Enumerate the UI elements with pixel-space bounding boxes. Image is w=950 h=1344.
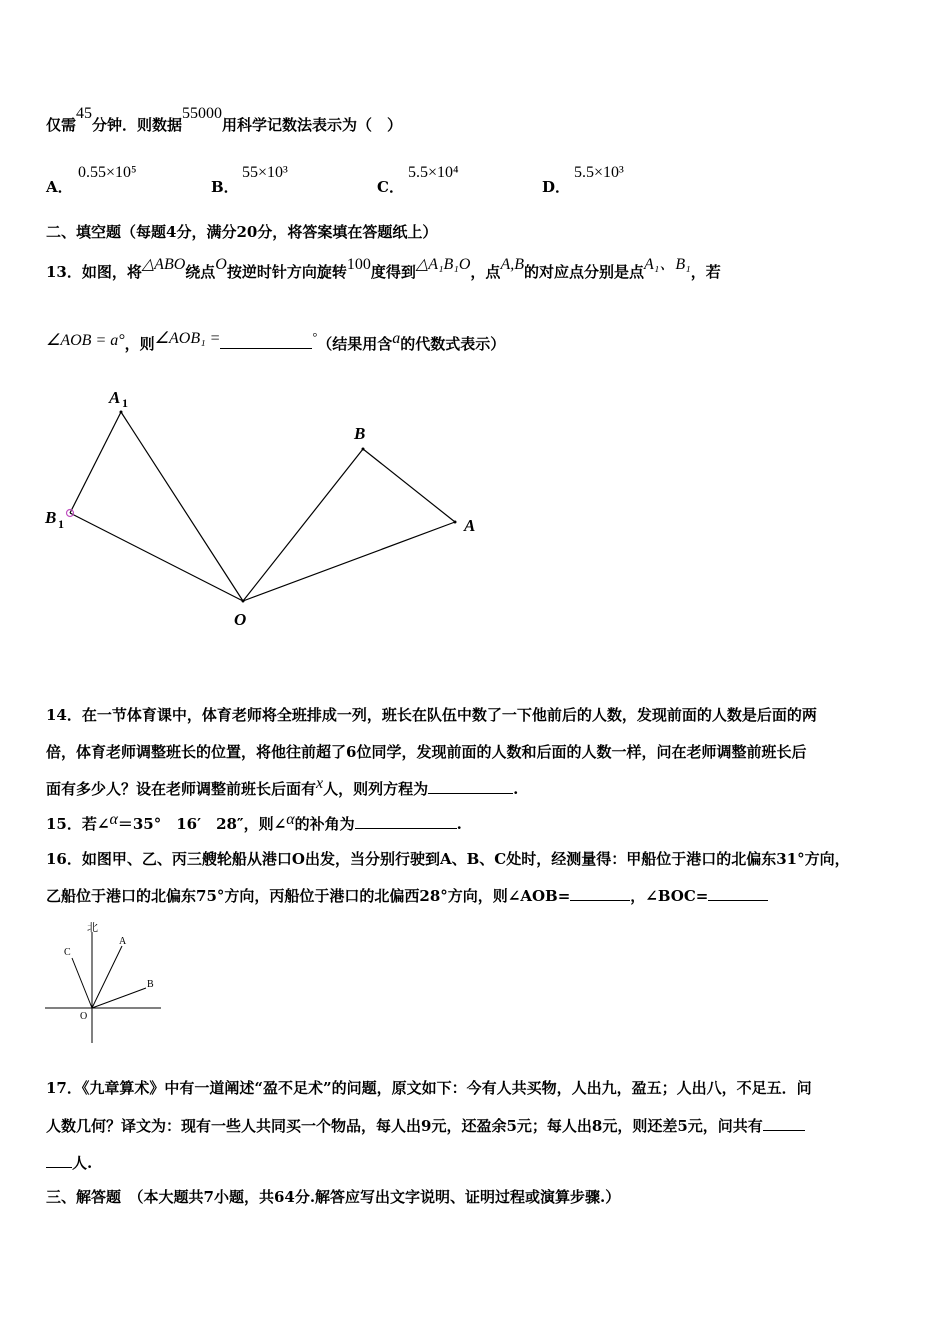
q14-line2: 倍，体育老师调整班长的位置，将他往前超了6位同学，发现前面的人数和后面的人数一样，问在老师调整前班长后 (46, 743, 807, 761)
label-north: 北 (87, 922, 98, 934)
q14-var-x: x (316, 775, 324, 792)
label-b: B (147, 979, 154, 990)
q13-degree: ° (312, 330, 318, 344)
q15-answer-blank[interactable] (355, 814, 457, 829)
q12-prefix: 仅需 (46, 116, 77, 134)
q13-angle-aob1: ∠AOB₁ = (154, 330, 221, 347)
q13-text: 按逆时针方向旋转 (226, 263, 347, 281)
q14-text: 人，则列方程为 (323, 780, 429, 798)
q15-text: 15．若∠ (46, 815, 110, 833)
segment-ba (363, 449, 455, 522)
q13-triangle-abo: △ABO (141, 256, 186, 273)
label-o: O (234, 610, 247, 629)
option-c-value: 5.5×10⁴ (408, 164, 459, 181)
q13-text: 的对应点分别是点 (523, 263, 644, 281)
point-a (454, 521, 457, 524)
q17-line1: 17．《九章算术》中有一道阐述“盈不足术”的问题，原文如下：今有人共买物，人出九，盈五；人出八，不足五．问 (46, 1079, 812, 1097)
q17-text: 人数几何？译文为：现有一些人共同买一个物品，每人出9元，还盈余5元；每人出8元，则还差5元，问共有 (46, 1117, 763, 1135)
option-a-value: 0.55×10⁵ (78, 164, 137, 181)
q14-text: 面有多少人？设在老师调整前班长后面有 (46, 780, 317, 798)
label-c: C (64, 947, 71, 958)
q16-text: ，∠BOC= (630, 887, 709, 905)
option-b-label: B． (211, 178, 239, 196)
q16-text: 乙船位于港口的北偏东75°方向，丙船位于港口的北偏西28°方向，则∠AOB= (46, 887, 571, 905)
label-o: O (80, 1011, 88, 1022)
q13-text: （结果用含 (317, 335, 393, 353)
q16-line1: 16．如图甲、乙、丙三艘轮船从港口O出发，当分别行驶到A、B、C处时，经测量得：甲船位于港口的北偏东31°方向， (46, 850, 850, 868)
q12-minutes: 45 (76, 105, 93, 122)
q13-text: ，则 (124, 335, 155, 353)
q13-text: 13．如图，将 (46, 263, 142, 281)
q15-alpha: α (109, 811, 118, 828)
q14-line3 (46, 775, 519, 799)
section3-title: 三、解答题 （本大题共7小题，共64分.解答应写出文字说明、证明过程或演算步骤.） (46, 1188, 621, 1206)
q14-answer-blank[interactable] (428, 779, 513, 794)
segment-a1b1 (70, 412, 121, 513)
q14-period: . (513, 780, 519, 798)
q13-points-a1b1: A₁、B₁ (644, 256, 691, 273)
q13-point-o: O (215, 256, 227, 273)
q13-text: ，点 (470, 263, 501, 281)
q13-points-ab: A,B (500, 256, 524, 273)
label-a1-sub: 1 (122, 396, 128, 410)
q17-line2 (46, 1115, 805, 1136)
segment-a1o (121, 412, 243, 601)
q13-var-a: a (392, 330, 401, 347)
q13-angle-aob: ∠AOB = a° (46, 332, 125, 349)
q17-line3 (46, 1152, 92, 1173)
q17-answer-blank-part2[interactable] (46, 1153, 72, 1168)
q15-alpha: α (286, 811, 295, 828)
q13-line1 (46, 256, 721, 282)
q13-text: 度得到 (370, 263, 416, 281)
option-d-value: 5.5×10³ (574, 164, 624, 181)
q15-period: . (456, 815, 462, 833)
q12-stem (46, 105, 403, 135)
label-a: A (119, 936, 127, 947)
section2-title: 二、填空题（每题4分，满分20分，将答案填在答题纸上） (46, 223, 438, 241)
option-c-label: C． (377, 178, 404, 196)
q15-line (46, 813, 462, 834)
q13-answer-blank[interactable] (220, 334, 312, 349)
ray-oc (72, 958, 92, 1008)
q13-text: 的代数式表示） (400, 335, 506, 353)
q13-figure (40, 385, 490, 635)
q12-mid: 分钟．则数据 (92, 116, 183, 134)
q15-text: 的补角为 (294, 815, 355, 833)
point-a1 (120, 411, 123, 414)
label-a: A (464, 516, 476, 535)
option-a-label: A． (46, 178, 73, 196)
q16-boc-blank[interactable] (708, 886, 768, 901)
label-b: B (354, 424, 366, 443)
point-o (242, 600, 245, 603)
q14-line1: 14．在一节体育课中，体育老师将全班排成一列，班长在队伍中数了一下他前后的人数，发现前面的人数是后面的两 (46, 706, 817, 724)
option-d-label: D． (542, 178, 571, 196)
q12-number: 55000 (182, 105, 223, 122)
q13-line2 (46, 330, 506, 354)
q16-figure (40, 918, 170, 1048)
option-b-value: 55×10³ (242, 164, 288, 181)
q13-text: ，若 (690, 263, 721, 281)
q17-answer-blank-part1[interactable] (763, 1116, 805, 1131)
label-b1-sub: 1 (58, 517, 64, 531)
q16-aob-blank[interactable] (570, 886, 630, 901)
q16-line2 (46, 885, 768, 906)
q15-text: ＝35° 16′ 28″，则∠ (117, 815, 287, 833)
point-b (362, 448, 365, 451)
q17-text: 人. (72, 1154, 93, 1172)
label-b1: B (45, 508, 57, 527)
q12-suffix: 用科学记数法表示为（ ） (222, 116, 403, 134)
segment-b1o (70, 513, 243, 601)
label-a1: A (109, 388, 121, 407)
q13-angle-100: 100 (346, 256, 371, 273)
q13-text: 绕点 (185, 263, 216, 281)
q13-triangle-a1b1o: △A₁B₁O (415, 256, 471, 273)
